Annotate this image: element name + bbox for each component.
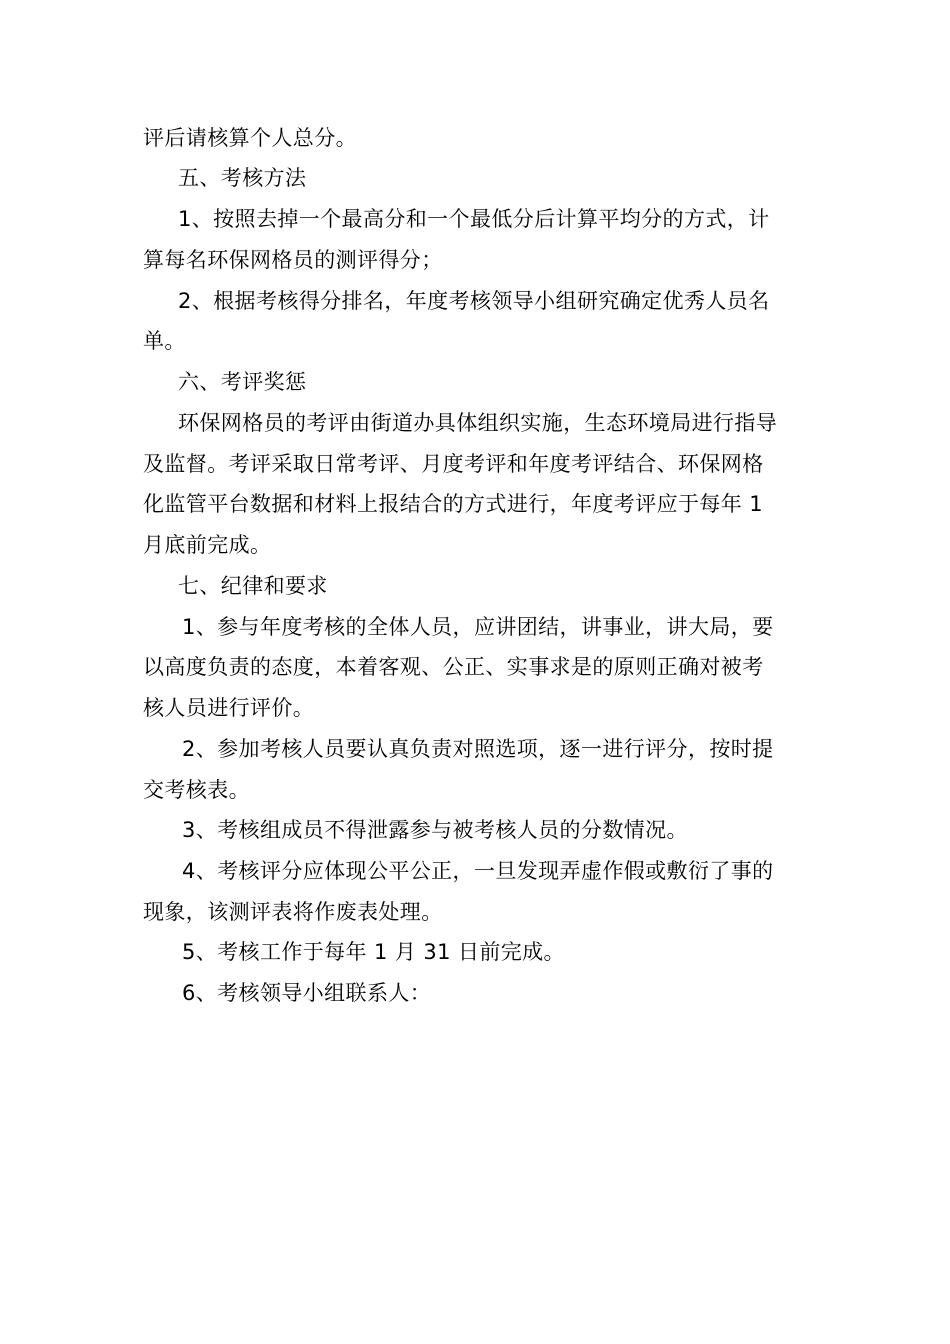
paragraph-line: 化监管平台数据和材料上报结合的方式进行，年度考评应于每年 1 — [143, 492, 764, 516]
paragraph-line: 单。 — [143, 329, 186, 353]
paragraph-line: 环保网格员的考评由街道办具体组织实施，生态环境局进行指导 — [178, 411, 778, 435]
section-heading: 七、纪律和要求 — [178, 574, 328, 598]
paragraph-line: 3、考核组成员不得泄露参与被考核人员的分数情况。 — [182, 818, 688, 842]
paragraph-line: 6、考核领导小组联系人： — [182, 981, 432, 1005]
paragraph-line: 2、根据考核得分排名，年度考核领导小组研究确定优秀人员名 — [178, 289, 770, 313]
paragraph-line: 核人员进行评价。 — [143, 696, 315, 720]
section-heading: 五、考核方法 — [178, 166, 307, 190]
paragraph-line: 现象，该测评表将作废表处理。 — [143, 900, 443, 924]
paragraph-line: 5、考核工作于每年 1 月 31 日前完成。 — [182, 940, 565, 964]
paragraph-line: 及监督。考评采取日常考评、月度考评和年度考评结合、环保网格 — [143, 452, 764, 476]
paragraph-line: 1、按照去掉一个最高分和一个最低分后计算平均分的方式，计 — [178, 207, 770, 231]
section-heading: 六、考评奖惩 — [178, 370, 307, 394]
paragraph-line: 1、参与年度考核的全体人员，应讲团结，讲事业，讲大局，要 — [182, 615, 774, 639]
paragraph-line: 评后请核算个人总分。 — [143, 126, 357, 150]
paragraph-line: 2、参加考核人员要认真负责对照选项，逐一进行评分，按时提 — [182, 737, 774, 761]
paragraph-line: 月底前完成。 — [143, 533, 272, 557]
paragraph-line: 交考核表。 — [143, 778, 250, 802]
paragraph-line: 4、考核评分应体现公平公正，一旦发现弄虚作假或敷衍了事的 — [182, 859, 774, 883]
paragraph-line: 以高度负责的态度，本着客观、公正、实事求是的原则正确对被考 — [143, 655, 764, 679]
paragraph-line: 算每名环保网格员的测评得分； — [143, 248, 443, 272]
